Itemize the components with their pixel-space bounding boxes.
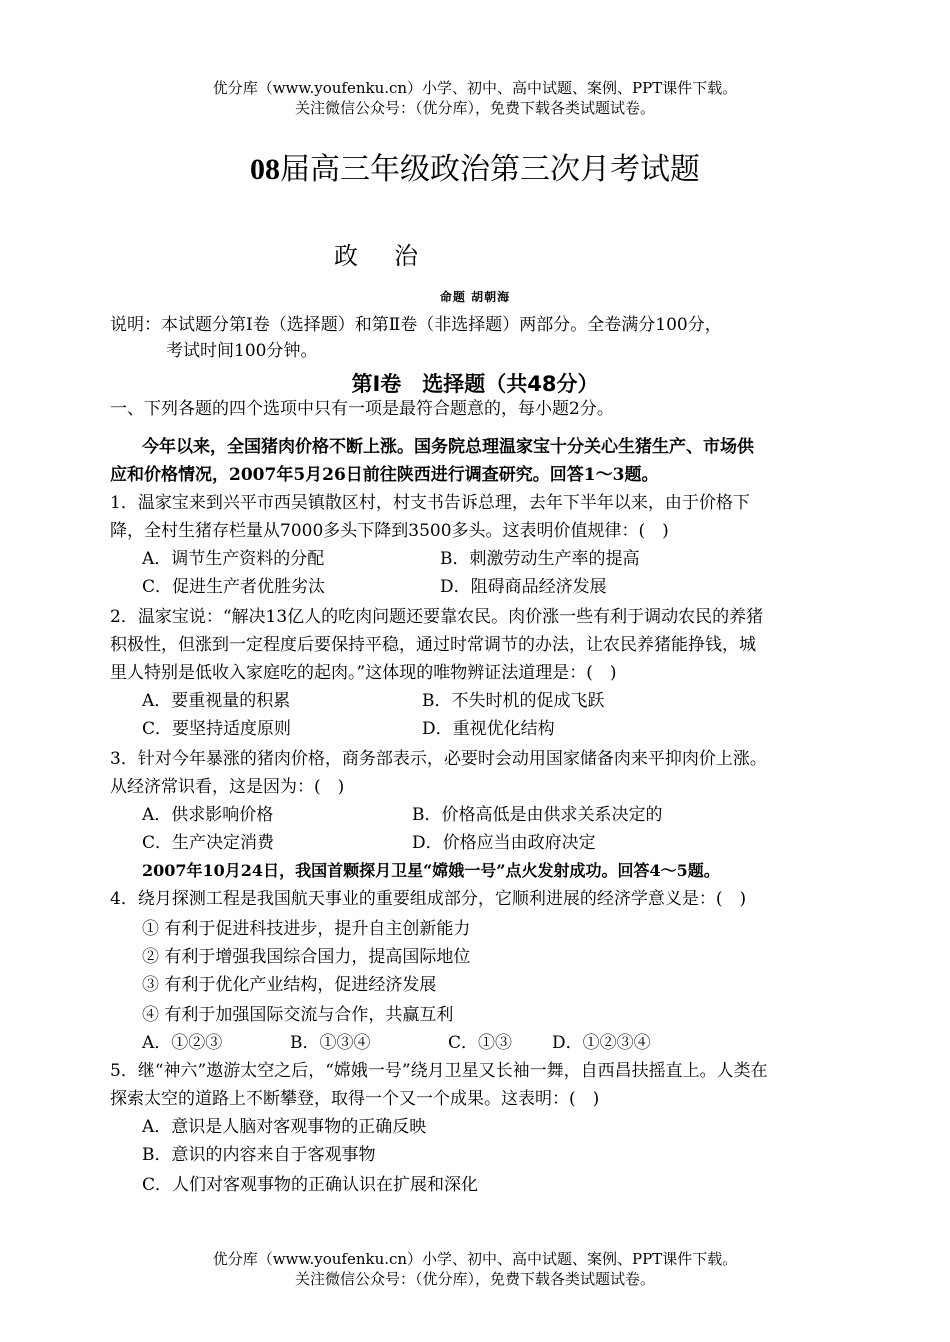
- q3-option-c: C．生产决定消费: [142, 833, 275, 853]
- passage2: 2007年10月24日，我国首颗探月卫星“嫦娥一号”点火发射成功。回答4～5题。: [142, 861, 720, 880]
- page-title: [0, 150, 950, 190]
- q4-statement-1: ① 有利于促进科技进步，提升自主创新能力: [142, 919, 471, 939]
- q2-line-3: 里人特别是低收入家庭吃的起肉。”这体现的唯物辨证法道理是：( ): [110, 663, 617, 683]
- header-line-2: 关注微信公众号：（优分库），免费下载各类试题试卷。: [294, 99, 655, 117]
- subject-heading: 政治: [334, 242, 454, 270]
- author-line: 命题 胡朝海: [439, 290, 511, 304]
- section-instruction: 一、下列各题的四个选项中只有一项是最符合题意的，每小题2分。: [110, 399, 614, 419]
- passage1-line-1: 今年以来，全国猪肉价格不断上涨。国务院总理温家宝十分关心生猪生产、市场供: [142, 437, 754, 457]
- q1-option-c: C．促进生产者优胜劣汰: [142, 577, 326, 597]
- title-prefix: 08: [250, 153, 280, 186]
- q4-statement-3: ③ 有利于优化产业结构，促进经济发展: [142, 975, 437, 995]
- q1-option-b: B．刺激劳动生产率的提高: [440, 549, 640, 569]
- q3-line-1: 3．针对今年暴涨的猪肉价格，商务部表示，必要时会动用国家储备肉来平抑肉价上涨。: [110, 749, 767, 769]
- footer-line-1: 优分库（www.youfenku.cn）小学、初中、高中试题、案例、PPT课件下载。: [212, 1250, 738, 1268]
- q4-option-b: B．①③④: [290, 1033, 371, 1053]
- q4-statement-2: ② 有利于增强我国综合国力，提高国际地位: [142, 947, 471, 967]
- q3-option-a: A．供求影响价格: [142, 805, 274, 825]
- q2-option-d: D．重视优化结构: [422, 719, 555, 739]
- q5-line-1: 5．继“神六”遨游太空之后，“嫦娥一号”绕月卫星又长袖一舞，自西昌扶摇直上。人类在: [110, 1061, 768, 1081]
- q3-option-b: B．价格高低是由供求关系决定的: [412, 805, 663, 825]
- q1-line-2: 降，全村生猪存栏量从7000多头下降到3500多头。这表明价值规律：( ): [110, 521, 669, 541]
- q2-option-a: A．要重视量的积累: [142, 691, 291, 711]
- q2-option-c: C．要坚持适度原则: [142, 719, 292, 739]
- footer-line-2: 关注微信公众号：（优分库），免费下载各类试题试卷。: [294, 1270, 655, 1288]
- q4-line-1: 4．绕月探测工程是我国航天事业的重要组成部分，它顺利进展的经济学意义是：( ): [110, 889, 747, 909]
- note-line-2: 考试时间100分钟。: [166, 341, 318, 361]
- q3-line-2: 从经济常识看，这是因为：( ): [110, 777, 345, 797]
- q3-option-d: D．价格应当由政府决定: [412, 833, 596, 853]
- section-title: 第Ⅰ卷 选择题（共48分）: [351, 372, 599, 396]
- q1-option-a: A．调节生产资料的分配: [142, 549, 325, 569]
- q2-line-1: 2．温家宝说：“解决13亿人的吃肉问题还要靠农民。肉价涨一些有利于调动农民的养猪: [110, 607, 764, 627]
- q5-option-b: B．意识的内容来自于客观事物: [142, 1145, 376, 1165]
- q4-option-c: C．①③: [448, 1033, 513, 1053]
- passage1-line-2: 应和价格情况，2007年5月26日前往陕西进行调查研究。回答1～3题。: [110, 465, 659, 485]
- q2-line-2: 积极性，但涨到一定程度后要保持平稳，通过时常调节的办法，让农民养猪能挣钱，城: [110, 635, 756, 655]
- q1-line-1: 1．温家宝来到兴平市西吴镇散区村，村支书告诉总理，去年下半年以来，由于价格下: [110, 493, 750, 513]
- q2-option-b: B．不失时机的促成飞跃: [422, 691, 605, 711]
- q5-line-2: 探索太空的道路上不断攀登，取得一个又一个成果。这表明：( ): [110, 1089, 600, 1109]
- q1-option-d: D．阻碍商品经济发展: [440, 577, 607, 597]
- title-text: 届高三年级政治第三次月考试题: [280, 152, 700, 187]
- q4-option-d: D．①②③④: [552, 1033, 651, 1053]
- q4-option-a: A．①②③: [142, 1033, 223, 1053]
- q5-option-c: C．人们对客观事物的正确认识在扩展和深化: [142, 1175, 479, 1195]
- q4-statement-4: ④ 有利于加强国际交流与合作，共赢互利: [142, 1005, 454, 1025]
- header-line-1: 优分库（www.youfenku.cn）小学、初中、高中试题、案例、PPT课件下载。: [212, 79, 738, 97]
- note-line-1: 说明：本试题分第Ⅰ卷（选择题）和第Ⅱ卷（非选择题）两部分。全卷满分100分，: [110, 315, 722, 335]
- q5-option-a: A．意识是人脑对客观事物的正确反映: [142, 1117, 427, 1137]
